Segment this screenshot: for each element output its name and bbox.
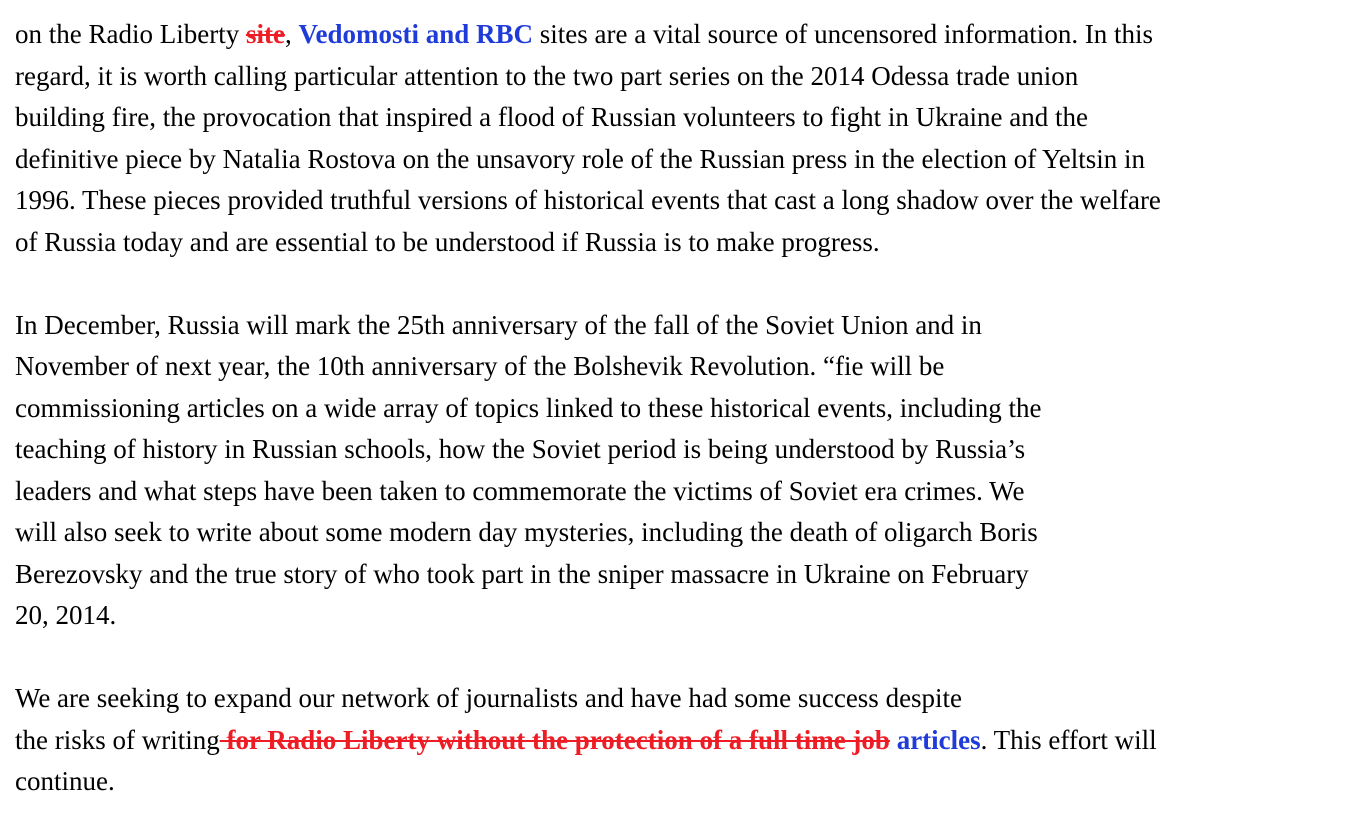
paragraph-spacer [15,637,1345,679]
text-line: 1996. These pieces provided truthful versions of historical events that cast a long shadow over the welfare [15,185,1161,215]
text-segment: , [284,19,299,49]
paragraph-anniversaries [15,305,1345,637]
paragraph-journalist-network [15,678,1345,803]
text-line: leaders and what steps have been taken to commemorate the victims of Soviet era crimes. We [15,475,1025,506]
text-line: Berezovsky and the true story of who took part in the sniper massacre in Ukraine on February [15,558,1029,589]
text-segment: sites are a vital source of uncensored information. In this [533,19,1154,49]
text-line: commissioning articles on a wide array of topics linked to these historical events, including the [15,392,1042,423]
text-line [15,720,1345,762]
text-line: November of next year, the 10th anniversary of the Bolshevik Revolution. “fie will be [15,351,945,381]
text-segment: . This effort will [980,724,1157,755]
text-line: regard, it is worth calling particular attention to the two part series on the 2014 Odessa trade union [15,60,1079,91]
text-line: 20, 2014. [15,600,117,630]
text-line: teaching of history in Russian schools, how the Soviet period is being understood by Russia’s [15,434,1026,464]
text-segment: on the Radio Liberty [15,19,246,49]
text-line: will also seek to write about some modern day mysteries, including the death of oligarch Boris [15,517,1038,547]
text-line: In December, Russia will mark the 25th anniversary of the fall of the Soviet Union and in [15,309,982,340]
document-body [15,14,1345,803]
paragraph-radio-liberty-sites [15,14,1345,263]
inserted-text: Vedomosti and RBC [298,19,533,49]
text-line: definitive piece by Natalia Rostova on the unsavory role of the Russian press in the election of Yeltsin in [15,143,1146,174]
text-line: building fire, the provocation that inspired a flood of Russian volunteers to fight in Ukraine and the [15,102,1089,132]
text-segment [890,725,897,755]
deleted-text: for Radio Liberty without the protection of a full time job [219,724,890,755]
deleted-text: site [245,19,285,49]
text-line: of Russia today and are essential to be understood if Russia is to make progress. [15,226,880,257]
inserted-text: articles [896,724,981,755]
paragraph-spacer [15,263,1345,305]
text-segment: the risks of writing [15,724,220,755]
text-line: continue. [15,766,115,796]
text-line [15,14,1345,56]
text-line: We are seeking to expand our network of journalists and have had some success despite [15,683,963,713]
